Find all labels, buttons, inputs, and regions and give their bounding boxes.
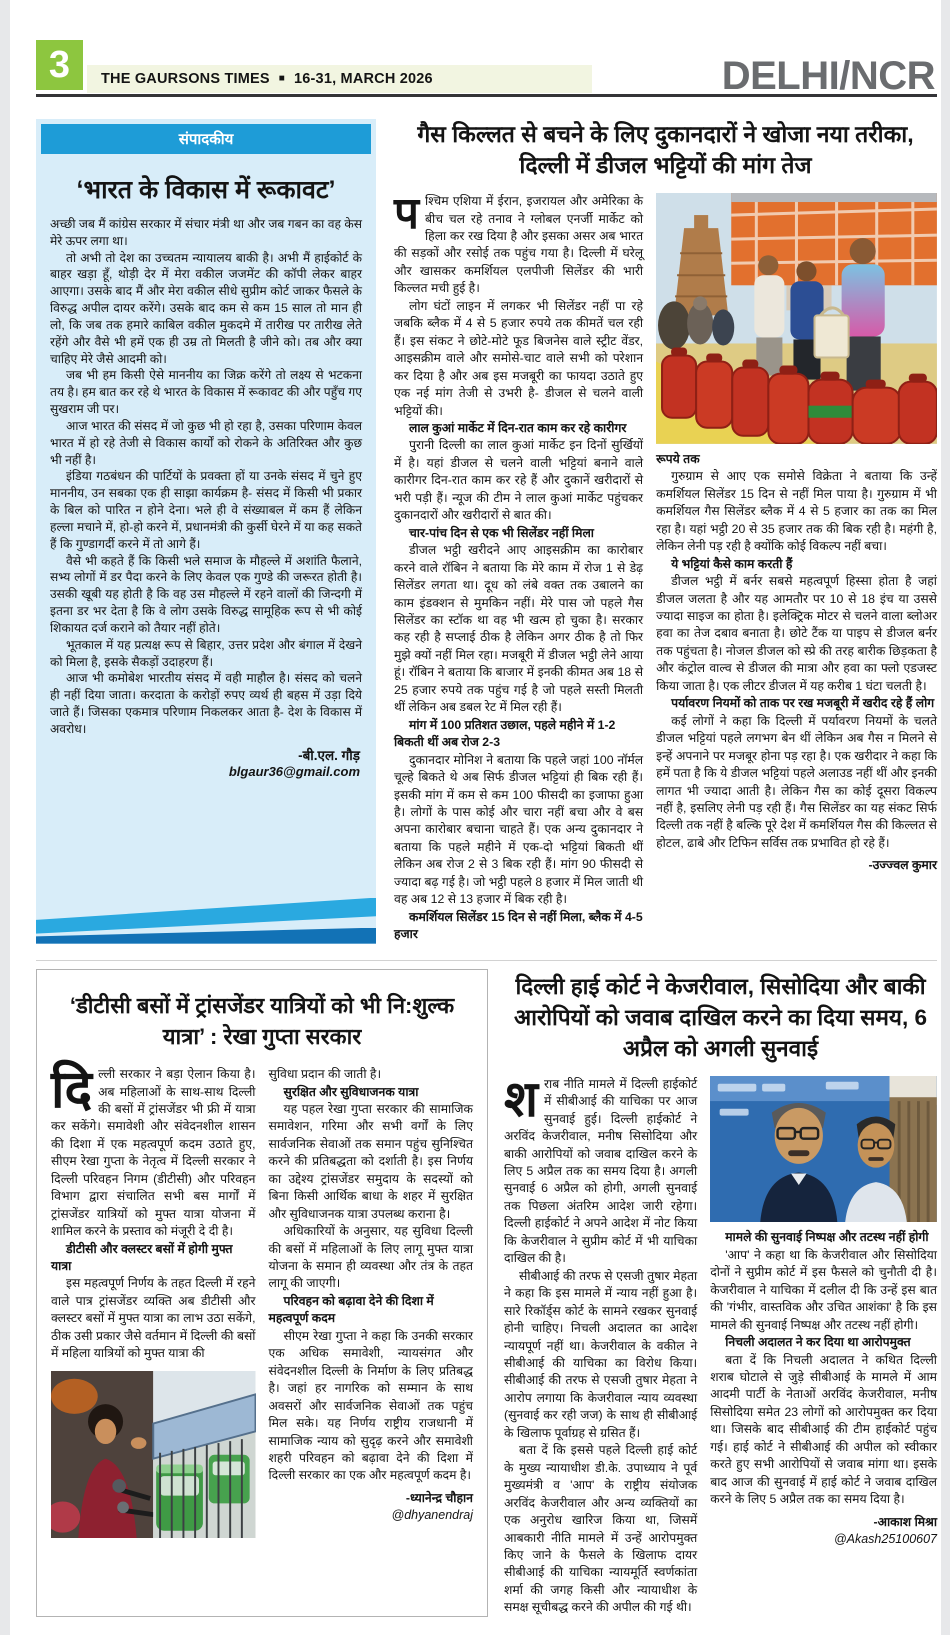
court-article-column-2 (710, 1076, 937, 1617)
article-subheading: मामले की सुनवाई निष्पक्ष और तटस्थ नहीं होगी (725, 1230, 929, 1245)
editorial-paragraph: आज भी कमोबेश भारतीय संसद में वही माहौल है। संसद को चलने ही नहीं दिया जाता। करदाता के करोड़ों रुपए व्यर्थ ही बहस में उड़ा दिये जाते हैं। जिसका एकमात्र परिणाम निकलकर आता है- देश के विकास में अवरोध। (50, 671, 362, 736)
article-paragraph: गुरुग्राम से आए एक समोसे विक्रेता ने बताया कि उन्हें कमर्शियल सिलेंडर 15 दिन से नहीं मिल पाया है। गुरुग्राम में भी कमर्शियल गैस सिलेंडर ब्लैक में 4 से 5 हजार का तक का मिल रहा है। यहां भट्ठी 20 से 35 हजार तक की बिक रही है। महंगी है, लेकिन लेनी पड़ रही है क्योंकि कोई विकल्प नहीं बचा। (656, 469, 937, 554)
article-paragraph: दिल्ली सरकार ने बड़ा ऐलान किया है। अब महिलाओं के साथ-साथ दिल्ली की बसों में ट्रांसजेंडर भी फ्री में यात्रा कर सकेंगे। समावेशी और संवेदनशील शासन की दिशा में एक महत्वपूर्ण कदम उठाते हुए, सीएम रेखा गुप्ता के नेतृत्व में दिल्ली सरकार ने दिल्ली परिवहन निगम (डीटीसी) और परिवहन विभाग द्वारा संचालित सभी बस मार्गों में ट्रांसजेंडर यात्रियों को मुफ्त यात्रा योजना में शामिल करने के प्रस्ताव को मंजूरी दे दी है। (51, 1061, 256, 1239)
gas-article (394, 119, 937, 944)
page-number-badge: 3 (36, 40, 83, 90)
article-subheading: परिवहन को बढ़ावा देने की दिशा में महत्वपूर्ण कदम (268, 1293, 434, 1326)
article-paragraph: सीएम रेखा गुप्ता ने कहा कि उनकी सरकार एक अधिक समावेशी, न्यायसंगत और संवेदनशील दिल्ली के निर्माण के लिए प्रतिबद्ध है। जहां हर नागरिक को सम्मान के साथ अवसरों और सार्वजनिक सेवाओं तक पहुंच मिल सके। यह निर्णय राष्ट्रीय राजधानी में सामाजिक न्याय को सुदृढ़ करने और समावेशी शहरी परिवहन को बढ़ावा देने की दिशा में दिल्ली सरकार का एक और महत्वपूर्ण कदम है। (268, 1328, 473, 1483)
article-paragraph: अधिकारियों के अनुसार, यह सुविधा दिल्ली की बसों में महिलाओं के लिए लागू मुफ्त यात्रा योजना के समान ही व्यवस्था और तंत्र के तहत लागू की जाएगी। (268, 1224, 473, 1291)
author-handle: @dhyanendraj (391, 1508, 473, 1523)
article-paragraph: पश्चिम एशिया में ईरान, इजरायल और अमेरिका के बीच चल रहे तनाव ने ग्लोबल एनर्जी मार्केट को हिला कर रख दिया है और इसका असर अब भारत की सड़कों और रसोई तक पहुंच गया है। दिल्ली में घरेलू और खासकर कमर्शियल एलपीजी सिलेंडर की भारी किल्लत मची हुई है। (394, 189, 644, 296)
editorial-paragraph: आज भारत की संसद में जो कुछ भी हो रहा है, उसका परिणाम केवल भारत में हो रहे तेजी से विकास कार्यों को रोकने के अतिरिक्त और कुछ भी नहीं है। (50, 418, 362, 467)
article-paragraph: कई लोगों ने कहा कि दिल्ली में पर्यावरण नियमों के चलते डीजल भट्टियां पहले लगभग बेन थीं लेकिन अब गैस न मिलने से इन्हें अपनाने पर मजबूर होना पड़ रहा है। एक खरीदार ने कहा कि हमें पता है कि ये डीजल भट्टियां पहले अलाउड नहीं थीं और इनकी लागत भी ज्यादा आती है। लेकिन गैस का कोई दूसरा विकल्प नहीं है, इसलिए लेनी पड़ रही हैं। गैस सिलेंडर का यह संकट सिर्फ दिल्ली तक नहीं है बल्कि पूरे देश में कमर्शियल गैस की किल्लत से होटल, ढाबे और टिफिन सर्विस तक प्रभावित हो रहे हैं। (656, 713, 937, 850)
dtc-article-body (51, 1061, 473, 1538)
editorial-kicker: संपादकीय (41, 124, 371, 154)
rekha-gupta-and-green-buses-photo (51, 1371, 256, 1538)
editorial-title: ‘भारत के विकास में रूकावट’ (76, 176, 336, 204)
dtc-article-headline: ‘डीटीसी बसों में ट्रांसजेंडर यात्रियों को भी नि:शुल्क यात्रा’ : रेखा गुप्ता सरकार (69, 992, 455, 1049)
article-paragraph: डीजल भट्ठी खरीदने आए आइसक्रीम का कारोबार करने वाले रॉबिन ने बताया कि मेरे काम में रोज 1 से डेढ़ सिलेंडर लगता था। दूध को लंबे वक्त तक उबालने का काम इंडक्शन से मुमकिन नहीं। मेरे पास जो पहले गैस सिलेंडर का स्टॉक था वह भी खत्म हो चुका है। सरकार कह रही है सप्लाई ठीक है लेकिन अगर ठीक है तो फिर मुझे क्यों नहीं मिल रहा। मजबूरी में डीजल भट्ठी लेने आया हूं। रॉबिन ने बताया कि बाजार में इनकी कीमत अब 18 से 25 हजार रुपये तक पहुंच गई है जो पहले सस्ती मिलती थीं लेकिन अब डबल रेट में मिल रही हैं। (394, 543, 644, 715)
article-byline: -ध्यानेन्द्र चौहान (405, 1490, 473, 1505)
bottom-section (36, 960, 937, 1617)
editorial-paragraph: जब भी हम किसी ऐसे माननीय का जिक्र करेंगे तो लक्ष्य से भटकना तय है। हम बात कर रहे थे भारत के विकास में रूकावट की और पहुँच गए सुखराम जी पर। (50, 368, 362, 417)
gas-article-column-1 (394, 189, 644, 943)
dtc-article (36, 969, 488, 1617)
article-paragraph: 'आप' ने कहा था कि केजरीवाल और सिसोदिया दोनों ने सुप्रीम कोर्ट में इस फैसले को चुनौती दी है। केजरीवाल ने याचिका में दलील दी कि उन्हें इस बात की 'गंभीर, वास्तविक और उचित आशंका' है कि इस मामले की सुनवाई निष्पक्ष और तटस्थ नहीं होगी। (710, 1247, 937, 1332)
article-subheading: सुरक्षित और सुविधाजनक यात्रा (283, 1084, 419, 1099)
article-paragraph: लोग घंटों लाइन में लगकर भी सिलेंडर नहीं पा रहे जबकि ब्लैक में 4 से 5 हजार रुपये तक कीमतें चल रही हैं। इस संकट ने छोटे-मोटे फूड बिजनेस वाले स्ट्रीट वेंडर, आइसक्रीम वाले और समोसे-चाट वाले सभी को परेशान कर दिया है और अब इस मजबूरी का फायदा उठाते हुए एक नई मांग तेजी से उभरी है- डीजल से चलने वाली भट्टियों की। (394, 298, 644, 418)
article-subheading: ये भट्टियां कैसे काम करती हैं (671, 556, 793, 571)
top-section (36, 119, 937, 944)
masthead-strip (87, 65, 592, 93)
editorial-byline: -बी.एल. गौड़ (298, 747, 360, 763)
gas-article-column-2 (656, 193, 937, 943)
dtc-article-column-1 (51, 1061, 256, 1538)
editorial-paragraph: अच्छी जब मैं कांग्रेस सरकार में संचार मंत्री था और जब गबन का वह केस मेरे ऊपर लगा था। (50, 217, 362, 248)
editorial-paragraph: इंडिया गठबंधन की पार्टियों के प्रवक्ता हों या उनके संसद में चुने हुए माननीय, उन सबका एक ही साझा कार्यक्रम है- संसद में किसी भी प्रकार के बिल को पारित न होने देना। भले ही वे संख्याबल में कम हैं लेकिन हल्ला मचाने में, हो-हो करने में, प्रधानमंत्री की कुर्सी घेरने में या कह सकते हैं कि गुण्डागर्दी करने में तो आगे हैं। (50, 469, 362, 551)
drop-cap: प (394, 189, 419, 239)
article-subheading: पर्यावरण नियमों को ताक पर रख मजबूरी में खरीद रहे हैं लोग (671, 696, 935, 711)
article-subheading-continued: रूपये तक (656, 451, 700, 466)
article-paragraph: बता दें कि इससे पहले दिल्ली हाई कोर्ट के मुख्य न्यायाधीश डी.के. उपाध्याय ने पूर्व मुख्यमंत्री व 'आप' के राष्ट्रीय संयोजक अरविंद केजरीवाल और अन्य व्यक्तियों का एक अनुरोध खारिज किया था, जिसमें आबकारी नीति मामले में उन्हें आरोपमुक्त किए जाने के फैसले के खिलाफ दायर सीबीआई की याचिका न्यायमूर्ति स्वर्णकांता शर्मा की जगह किसी और न्यायाधीश के समक्ष सूचीबद्ध करने की अपील की गई थी। (504, 1443, 698, 1615)
issue-date: 16-31, MARCH 2026 (294, 71, 433, 87)
article-paragraph: सीबीआई की तरफ से एसजी तुषार मेहता ने कहा कि इस मामले में न्याय नहीं हुआ है। सारे रिकॉर्ड्स कोर्ट के सामने रखकर सुनवाई होनी चाहिए। निचली अदालत का आदेश न्यायपूर्ण नहीं था। केजरीवाल के वकील ने सीबीआई की याचिका का विरोध किया। सीबीआई की तरफ से एसजी तुषार मेहता ने आरोप लगाया कि केजरीवाल न्याय व्यवस्था (सुनवाई कर रही जज) के साथ ही सीबीआई के खिलाफ पूर्वाग्रह से ग्रसित हैं। (504, 1268, 698, 1440)
article-byline: -उज्ज्वल कुमार (868, 858, 937, 873)
court-article-body (504, 1070, 937, 1617)
editorial-paragraph: वैसे भी कहते हैं कि किसी भले समाज के मौहल्ले में अशांति फैलाने, सभ्य लोगों में डर पैदा करने के लिए केवल एक गुण्डे की जरूरत होती है। उसकी खूबी यह होती है कि वह उस मौहल्ले में रहने वालों की जिन्दगी में इतना डर भर देता है कि वे लोग उसके विरुद्ध सामूहिक रूप से भी कोई शिकायत दर्ज कराने को तैयार नहीं होते। (50, 553, 362, 635)
court-article-column-1 (504, 1070, 698, 1617)
article-paragraph: इस महत्वपूर्ण निर्णय के तहत दिल्ली में रहने वाले पात्र ट्रांसजेंडर व्यक्ति अब डीटीसी और क्लस्टर बसों में मुफ्त यात्रा का लाभ उठा सकेंगे, ठीक उसी प्रकार जैसे वर्तमान में दिल्ली की बसों में महिला यात्रियों को मुफ्त यात्रा की (51, 1276, 256, 1361)
page-content (10, 0, 941, 1635)
article-subheading: डीटीसी और क्लस्टर बसों में होगी मुफ्त यात्रा (51, 1241, 233, 1274)
editorial-email: blgaur36@gmail.com (228, 763, 360, 779)
editorial-body (36, 216, 376, 738)
masthead-title: THE GAURSONS TIMES (101, 71, 270, 87)
article-paragraph: दुकानदार मोनिश ने बताया कि पहले जहां 100 नॉर्मल चूल्हे बिकते थे अब सिर्फ डीजल भट्टियां ही बिक रही हैं। इसकी मांग में कम से कम 100 फीसदी का इजाफा हुआ है। लोगों के पास कोई और चारा नहीं बचा और वे बस अपना कारोबार बचाना चाहते हैं। एक अन्य दुकानदार ने बताया कि पहले महीने में एक-दो भट्टियां बिकती थीं लेकिन अब रोज 2 से 3 बिक रही हैं। मांग 90 फीसदी से ज्यादा बढ़ गई है। जो भट्ठी पहले 8 हजार में मिल जाती थी वह अब 12 से 13 हजार में बिक रही है। (394, 752, 644, 907)
gas-article-body (394, 189, 937, 943)
author-handle: @Akash25100607 (833, 1532, 937, 1547)
editorial-box (36, 119, 376, 944)
editorial-paragraph: भूतकाल में यह प्रत्यक्ष रूप से बिहार, उत्तर प्रदेश और बंगाल में देखने को मिला है, इसके सैकड़ों उदाहरण हैं। (50, 637, 362, 669)
drop-cap: दि (51, 1061, 93, 1120)
court-article (504, 969, 937, 1617)
court-article-headline: दिल्ली हाई कोर्ट ने केजरीवाल, सिसोदिया और बाकी आरोपियों को जवाब दाखिल करने का दिया समय, 6 अप्रैल को अगली सुनवाई (514, 973, 927, 1061)
article-subheading: लाल कुआं मार्केट में दिन-रात काम कर रहे कारीगर (409, 420, 627, 435)
article-subheading: कमर्शियल सिलेंडर 15 दिन से नहीं मिला, ब्लैक में 4-5 हजार (394, 909, 643, 942)
swoosh-decoration (36, 898, 376, 934)
article-byline: -आकाश मिश्रा (873, 1514, 937, 1529)
article-paragraph: बता दें कि निचली अदालत ने कथित दिल्ली शराब घोटाले से जुड़े सीबीआई के मामले में आम आदमी पार्टी के नेताओं अरविंद केजरीवाल, मनीष सिसोदिया समेत 23 लोगों को आरोपमुक्त कर दिया था। जिसके बाद सीबीआई की टीम हाईकोर्ट पहुंच गई। हाई कोर्ट ने सीबीआई की अपील को स्वीकार करते हुए सभी आरोपियों से जवाब मांगा था। इसके बाद आज की सुनवाई में हाई कोर्ट ने जवाब दाखिल करने के लिए 5 अप्रैल तक का समय दिया है। (710, 1352, 937, 1507)
lpg-cylinder-queue-photo (656, 193, 937, 444)
kejriwal-sisodia-photo (710, 1076, 937, 1223)
article-subheading: निचली अदालत ने कर दिया था आरोपमुक्त (725, 1335, 911, 1350)
gas-article-headline: गैस किल्लत से बचने के लिए दुकानदारों ने खोजा नया तरीका, दिल्ली में डीजल भट्टियों की मांग तेज (417, 121, 914, 179)
editorial-paragraph: तो अभी तो देश का उच्चतम न्यायालय बाकी है। अभी मैं हाईकोर्ट के बाहर खड़ा हूँ, थोड़ी देर में मेरा वकील जजमेंट की कॉपी लेकर बाहर आएगा। उसके बाद मैं और मेरा वकील सीधे सुप्रीम कोर्ट जाकर फैसले के विरुद्ध अपील दायर करेंगे। उसके बाद कम से कम 15 साल तो मान ही लो, कि जब तक हमारे काबिल वकील मुकदमे में तारीख पर तारीख लेते रहेंगे और वैसे भी हमें एक ही उम्र तो मिलती है जीने को। तब और क्या चाहिए मेरे जैसे आदमी को। (50, 250, 362, 366)
article-subheading: मांग में 100 प्रतिशत उछाल, पहले महीने में 1-2 बिकती थीं अब रोज 2-3 (394, 717, 616, 750)
article-subheading: चार-पांच दिन से एक भी सिलेंडर नहीं मिला (409, 525, 594, 540)
section-title: DELHI/NCR (721, 54, 935, 98)
drop-cap: श (504, 1070, 538, 1127)
article-paragraph-continued: सुविधा प्रदान की जाती है। (268, 1067, 382, 1082)
article-paragraph: पुरानी दिल्ली का लाल कुआं मार्केट इन दिनों सुर्खियों में है। यहां डीजल से चलने वाली भट्टियां बनाने वाले कारीगर दिन-रात काम कर रहे हैं और दुकानें खरीदारों से भरी पड़ी हैं। न्यूज की टीम ने लाल कुआं मार्केट पहुंचकर दुकानदारों और खरीदारों से बात की। (394, 438, 644, 523)
article-paragraph: यह पहल रेखा गुप्ता सरकार की सामाजिक समावेशन, गरिमा और सभी वर्गों के लिए सार्वजनिक सेवाओं तक समान पहुंच सुनिश्चित करने की प्रतिबद्धता को दर्शाती है। इस निर्णय का उद्देश्य ट्रांसजेंडर समुदाय के सदस्यों को बिना किसी आर्थिक बाधा के शहर में सुरक्षित और सुविधाजनक यात्रा उपलब्ध कराना है। (268, 1101, 473, 1221)
article-paragraph: डीजल भट्ठी में बर्नर सबसे महत्वपूर्ण हिस्सा होता है जहां डीजल जलता है और यह आमतौर पर 10 से 18 इंच या उससे ज्यादा साइज का होता है। इलेक्ट्रिक मोटर से चलने वाला ब्लोअर हवा का तेज दबाव बनाता है। छोटे टैंक या पाइप से डीजल बर्नर तक पहुंचता है। नोजल डीजल को स्प्रे की तरह बारीक छिड़कता है और कंट्रोल वाल्व से डीजल की मात्रा और हवा का फ्लो एडजस्ट किया जाता है। एक लीटर डीजल में यह करीब 1 घंटा चलती है। (656, 574, 937, 693)
page-header (36, 42, 937, 97)
dtc-article-column-2 (269, 1066, 474, 1538)
square-bullet-icon: ■ (278, 73, 285, 84)
article-paragraph: शराब नीति मामले में दिल्ली हाईकोर्ट में सीबीआई की याचिका पर आज सुनवाई हुई। दिल्ली हाईकोर्ट ने अरविंद केजरीवाल, मनीष सिसोदिया और बाकी आरोपियों को जवाब दाखिल करने के लिए 5 अप्रैल तक का समय दिया है। अगली सुनवाई 6 अप्रैल को होगी, अगली सुनवाई तक पिछला अंतरिम आदेश जारी रहेगा। दिल्ली हाईकोर्ट ने अपने आदेश में नोट किया कि केजरीवाल ने सुप्रीम कोर्ट में भी याचिका दाखिल की है। (504, 1070, 698, 1266)
